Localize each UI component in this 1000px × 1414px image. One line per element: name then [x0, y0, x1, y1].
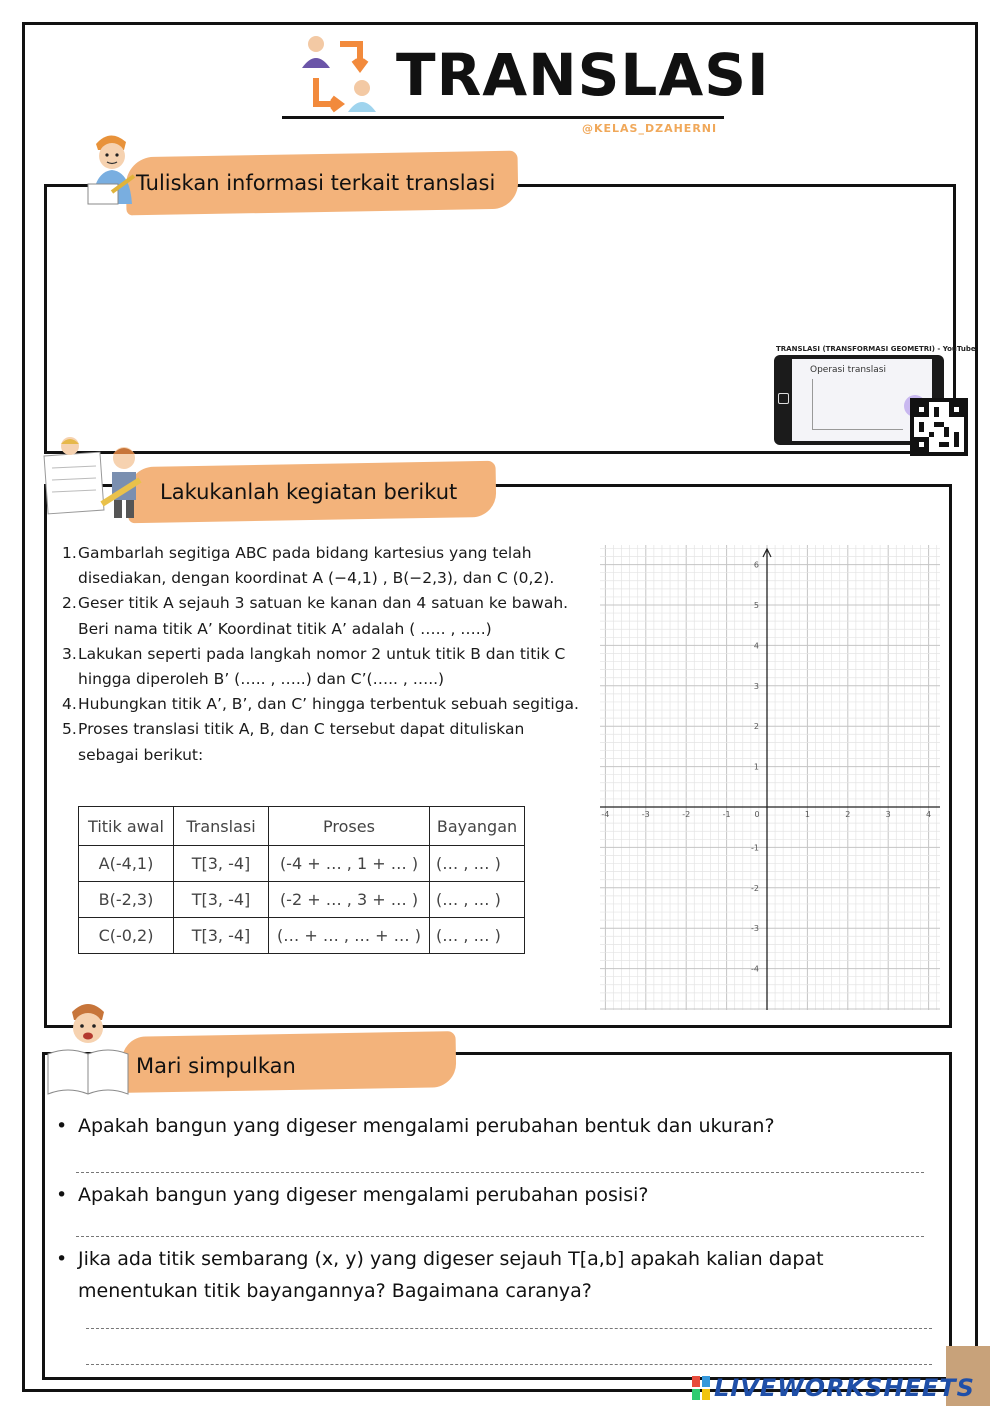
table-cell: B(-2,3): [79, 882, 174, 918]
step-text: Proses translasi titik A, B, dan C tersebut dapat dituliskan sebagai berikut:: [78, 720, 525, 764]
table-cell: A(-4,1): [79, 846, 174, 882]
step-text: Hubungkan titik A’, B’, dan C’ hingga terbentuk sebuah segitiga.: [78, 695, 579, 714]
y-tick-label: 2: [753, 722, 759, 732]
y-tick-label: 1: [753, 762, 759, 772]
table-row: [79, 918, 525, 954]
grid-svg[interactable]: [600, 545, 940, 1010]
step-item: [62, 692, 582, 717]
y-tick-label: -2: [751, 883, 759, 893]
step-number: 2.: [62, 594, 77, 613]
y-tick-label: 4: [753, 641, 759, 651]
answer-line[interactable]: [86, 1364, 932, 1365]
x-tick-label: -3: [641, 810, 650, 819]
x-tick-label: 0: [754, 810, 760, 819]
x-tick-label: -1: [722, 810, 731, 819]
translation-logo-icon: [296, 34, 380, 116]
table-cell[interactable]: (-4 + … , 1 + … ): [269, 846, 430, 882]
x-tick-label: -2: [682, 810, 691, 819]
table-cell: T[3, -4]: [174, 918, 269, 954]
table-header-cell: Titik awal: [79, 807, 174, 846]
tablet-button-icon: [778, 393, 789, 404]
cartesian-grid[interactable]: [600, 545, 940, 1010]
x-tick-label: 3: [885, 810, 891, 819]
question-text: Apakah bangun yang digeser mengalami perubahan bentuk dan ukuran?: [78, 1115, 775, 1137]
y-tick-label: 3: [753, 681, 759, 691]
table-header-row: [79, 807, 525, 846]
x-tick-label: -4: [601, 810, 610, 819]
table-cell: T[3, -4]: [174, 846, 269, 882]
step-item: [62, 717, 582, 767]
step-item: [62, 541, 582, 591]
step-number: 4.: [62, 695, 77, 714]
section3-title: Mari simpulkan: [136, 1054, 296, 1078]
table-cell[interactable]: (… + … , … + … ): [269, 918, 430, 954]
table-cell[interactable]: (… , … ): [430, 918, 525, 954]
y-tick-label: 5: [753, 601, 759, 610]
conclusion-question: [56, 1179, 936, 1211]
video-caption[interactable]: TRANSLASI (TRANSFORMASI GEOMETRI) - YouTube: [776, 345, 976, 353]
answer-line[interactable]: [86, 1328, 932, 1329]
translation-table: [78, 806, 525, 954]
boy-writing-icon: [84, 128, 140, 208]
bullet-icon: •: [56, 1184, 68, 1206]
table-cell[interactable]: (-2 + … , 3 + … ): [269, 882, 430, 918]
table-row: [79, 846, 525, 882]
x-tick-label: 2: [845, 810, 851, 819]
conclusion-box: [42, 1052, 952, 1380]
answer-line[interactable]: [76, 1236, 924, 1237]
question-text: Apakah bangun yang digeser mengalami perubahan posisi?: [78, 1184, 649, 1206]
y-tick-label: -3: [751, 924, 759, 934]
kids-with-paper-icon: [42, 436, 150, 520]
table-cell: T[3, -4]: [174, 882, 269, 918]
steps-list: [62, 541, 582, 768]
page-title: TRANSLASI: [396, 41, 770, 109]
step-item: [62, 642, 582, 692]
step-number: 3.: [62, 644, 77, 663]
table-header-cell: Bayangan: [430, 807, 525, 846]
liveworksheets-logo[interactable]: LIVEWORKSHEETS: [714, 1374, 975, 1402]
y-tick-label: 6: [753, 560, 759, 570]
y-tick-label: -1: [751, 843, 759, 853]
title-underline: [282, 116, 724, 119]
video-title: Operasi translasi: [810, 365, 886, 375]
x-tick-label: 4: [926, 810, 932, 819]
table-header-cell: Proses: [269, 807, 430, 846]
table-cell: C(-0,2): [79, 918, 174, 954]
step-item: [62, 591, 582, 641]
boy-reading-icon: [44, 998, 132, 1096]
table-cell[interactable]: (… , … ): [430, 846, 525, 882]
qr-code[interactable]: [910, 398, 968, 456]
table-header-cell: Translasi: [174, 807, 269, 846]
author-handle: @KELAS_DZAHERNI: [582, 122, 718, 135]
table-cell[interactable]: (… , … ): [430, 882, 525, 918]
table-row: [79, 882, 525, 918]
step-text: Lakukan seperti pada langkah nomor 2 untuk titik B dan titik C hingga diperoleh B’ (….. , …..) dan C’(….. , …..): [78, 644, 566, 689]
section2-title: Lakukanlah kegiatan berikut: [160, 480, 458, 504]
section1-title: Tuliskan informasi terkait translasi: [136, 171, 496, 195]
step-text: Geser titik A sejauh 3 satuan ke kanan dan 4 satuan ke bawah. Beri nama titik A’ Koordinat titik A’ adalah ( ….. , …..): [78, 594, 569, 638]
video-thumbnail-graph: [812, 379, 903, 430]
x-tick-label: 1: [804, 810, 810, 819]
step-number: 1.: [62, 544, 77, 562]
bullet-icon: •: [56, 1115, 68, 1137]
step-text: Gambarlah segitiga ABC pada bidang kartesius yang telah disediakan, dengan koordinat A (−4,1) , B(−2,3), dan C (0,2).: [78, 544, 555, 588]
conclusion-question: [56, 1243, 876, 1307]
live-badge-icon: [692, 1376, 710, 1400]
question-text: Jika ada titik sembarang (x, y) yang digeser sejauh T[a,b] apakah kalian dapat menentukan titik bayangannya? Bagaimana caranya?: [78, 1248, 824, 1302]
bullet-icon: •: [56, 1248, 68, 1270]
conclusion-question: [56, 1110, 936, 1142]
answer-line[interactable]: [76, 1172, 924, 1173]
step-number: 5.: [62, 720, 77, 739]
y-tick-label: -4: [751, 964, 759, 974]
